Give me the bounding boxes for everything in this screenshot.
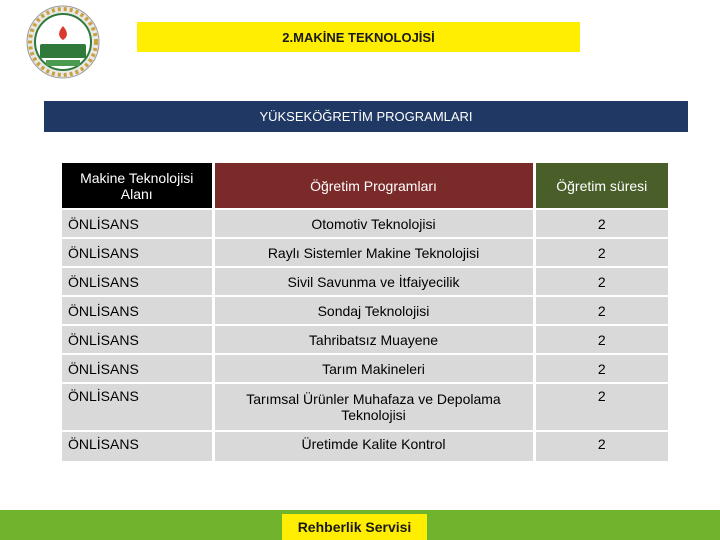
cell-duration: 2	[534, 209, 668, 238]
table-row	[62, 296, 668, 325]
cell-duration: 2	[534, 383, 668, 431]
table-row	[62, 354, 668, 383]
cell-program: Tarımsal Ürünler Muhafaza ve Depolama Teknolojisi	[213, 383, 534, 431]
cell-level: ÖNLİSANS	[62, 325, 213, 354]
table-row	[62, 267, 668, 296]
cell-program: Sondaj Teknolojisi	[213, 296, 534, 325]
section-title: YÜKSEKÖĞRETİM PROGRAMLARI	[44, 101, 688, 132]
programs-table	[62, 163, 668, 461]
cell-program: Tarım Makineleri	[213, 354, 534, 383]
cell-level: ÖNLİSANS	[62, 296, 213, 325]
table-header-row	[62, 163, 668, 209]
cell-program: Sivil Savunma ve İtfaiyecilik	[213, 267, 534, 296]
cell-level: ÖNLİSANS	[62, 431, 213, 461]
cell-program: Tahribatsız Muayene	[213, 325, 534, 354]
cell-program: Raylı Sistemler Makine Teknolojisi	[213, 238, 534, 267]
cell-duration: 2	[534, 325, 668, 354]
table-row	[62, 238, 668, 267]
cell-level: ÖNLİSANS	[62, 267, 213, 296]
cell-duration: 2	[534, 354, 668, 383]
column-header-programs: Öğretim Programları	[213, 163, 534, 209]
cell-duration: 2	[534, 431, 668, 461]
column-header-duration: Öğretim süresi	[534, 163, 668, 209]
table-row	[62, 209, 668, 238]
cell-duration: 2	[534, 267, 668, 296]
cell-level: ÖNLİSANS	[62, 383, 213, 431]
cell-duration: 2	[534, 238, 668, 267]
column-header-area: Makine Teknolojisi Alanı	[62, 163, 213, 209]
cell-program: Üretimde Kalite Kontrol	[213, 431, 534, 461]
cell-program: Otomotiv Teknolojisi	[213, 209, 534, 238]
school-emblem-icon	[6, 4, 120, 80]
cell-level: ÖNLİSANS	[62, 354, 213, 383]
page-title: 2.MAKİNE TEKNOLOJİSİ	[137, 22, 580, 52]
table-row	[62, 383, 668, 431]
cell-duration: 2	[534, 296, 668, 325]
table-row	[62, 325, 668, 354]
cell-level: ÖNLİSANS	[62, 209, 213, 238]
footer-label: Rehberlik Servisi	[282, 514, 427, 540]
cell-level: ÖNLİSANS	[62, 238, 213, 267]
table-row	[62, 431, 668, 461]
